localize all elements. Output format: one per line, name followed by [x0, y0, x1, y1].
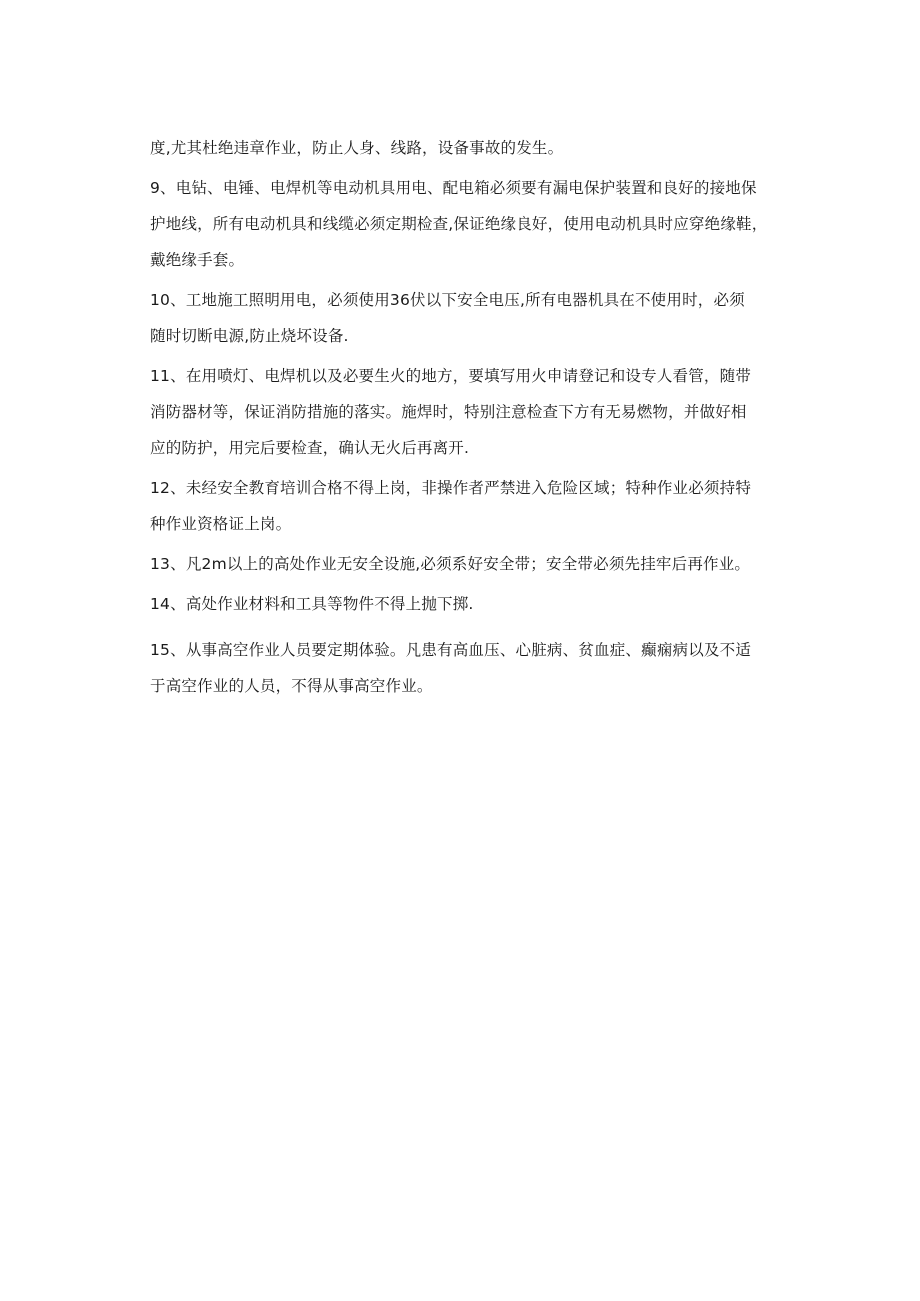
paragraph-item-15: 15、从事高空作业人员要定期体验。凡患有高血压、心脏病、贫血症、癫痫病以及不适 于高空作业的人员，不得从事高空作业。 [150, 641, 752, 695]
paragraph-item-11: 11、在用喷灯、电焊机以及必要生火的地方，要填写用火申请登记和设专人看管，随带 消防器材等，保证消防措施的落实。施焊时，特别注意检查下方有无易燃物，并做好相 应的防护，用完后要检查，确认无火后再离开. [150, 367, 752, 457]
paragraph-item-13: 13、凡2m以上的高处作业无安全设施,必须系好安全带；安全带必须先挂牢后再作业。 [150, 555, 751, 573]
document-body [150, 130, 830, 708]
paragraph-item-12: 12、未经安全教育培训合格不得上岗，非操作者严禁进入危险区域；特种作业必须持特 种作业资格证上岗。 [150, 479, 752, 533]
paragraph-continuation: 度,尤其杜绝违章作业，防止人身、线路，设备事故的发生。 [150, 139, 564, 157]
paragraph-item-14: 14、高处作业材料和工具等物件不得上抛下掷. [150, 595, 474, 613]
paragraph-item-9: 9、电钻、电锤、电焊机等电动机具用电、配电箱必须要有漏电保护装置和良好的接地保 护地线，所有电动机具和线缆必须定期检查,保证绝缘良好，使用电动机具时应穿绝缘鞋， 戴绝缘手套。 [150, 179, 768, 269]
paragraph-item-10: 10、工地施工照明用电，必须使用36伏以下安全电压,所有电器机具在不使用时，必须 随时切断电源,防止烧坏设备. [150, 291, 745, 345]
